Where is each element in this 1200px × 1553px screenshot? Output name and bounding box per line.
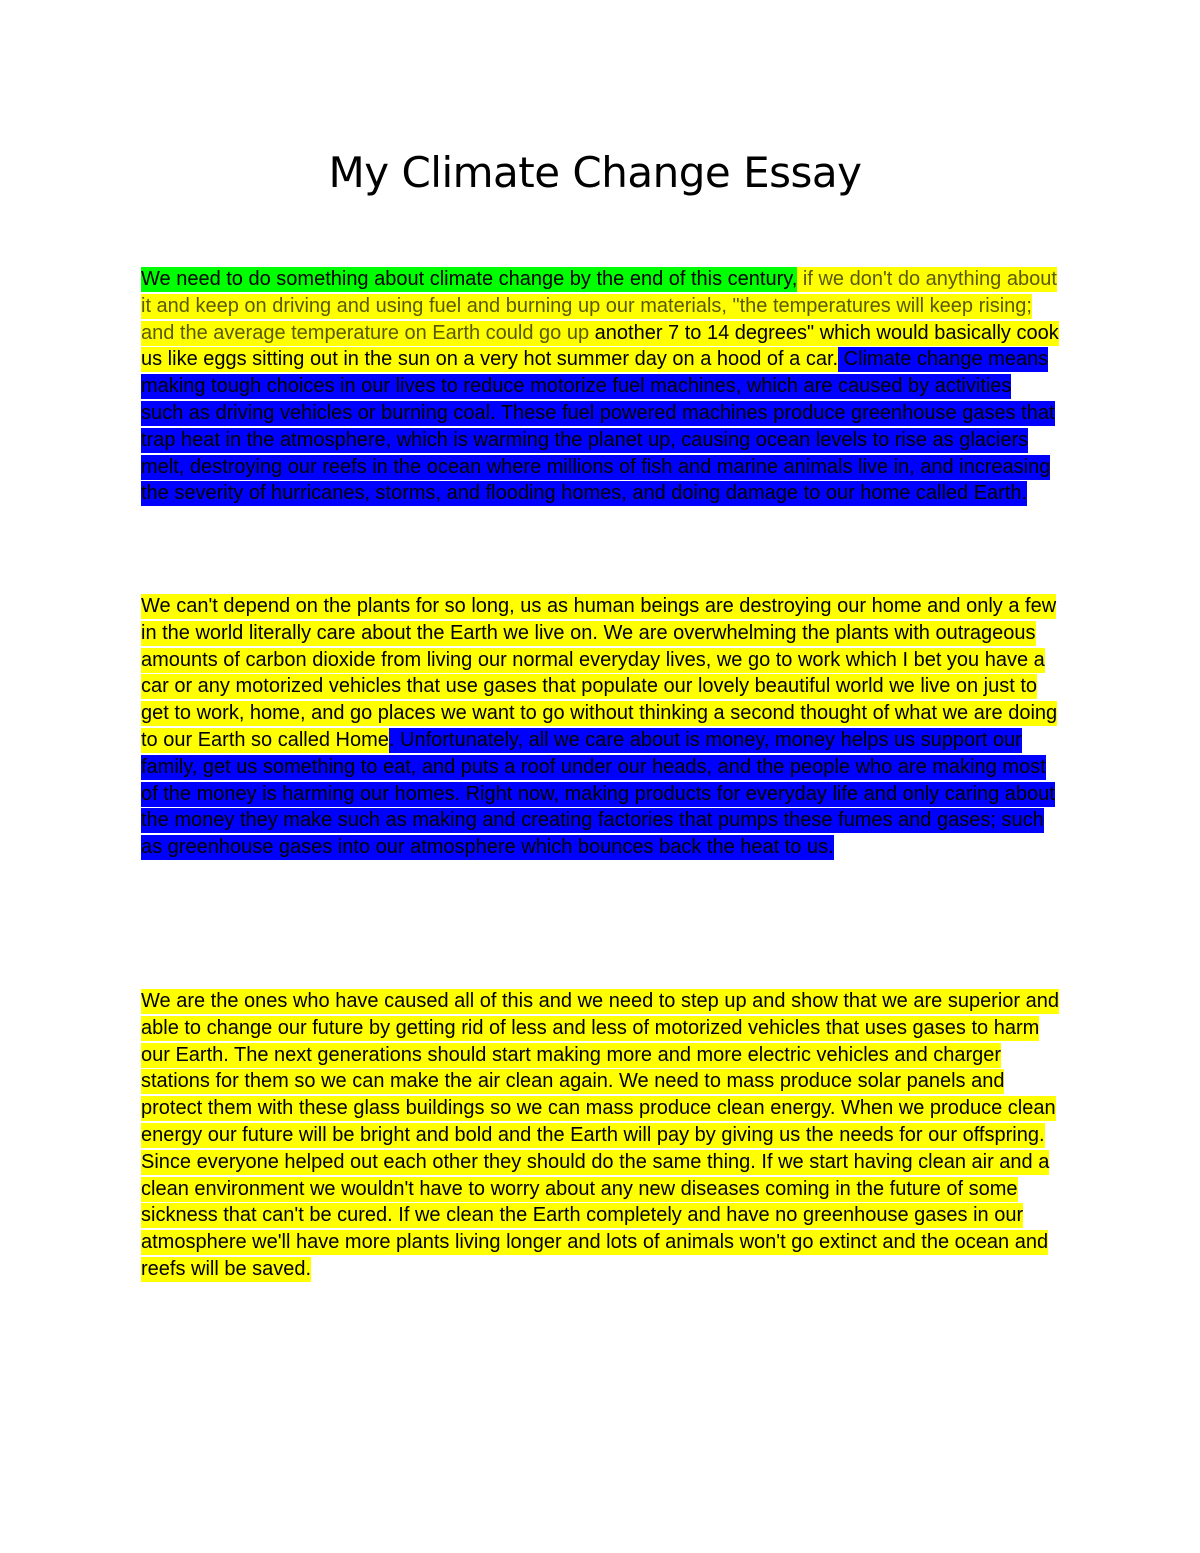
highlight-yellow-segment: another 7 to 14 degrees" which would basically cook us like eggs sitting out in the sun on a very hot summer day on a hood of a car. bbox=[141, 321, 1059, 371]
highlight-yellow-segment: We are the ones who have caused all of this and we need to step up and show that we are superior and able to change our future by getting rid of less and less of motorized vehicles that uses gases to harm our Earth. The next generations should start making more and more electric vehicles and charger stations for them so we can make the air clean again. We need to mass produce solar panels and protect them with these glass buildings so we can mass produce clean energy. When we produce clean energy our future will be bright and bold and the Earth will pay by giving us the needs for our offspring. Since everyone helped out each other they should do the same thing. If we start having clean air and a clean environment we wouldn't have to worry about any new diseases coming in the future of some sickness that can't be cured. If we clean the Earth completely and have no greenhouse gases in our atmosphere we'll have more plants living longer and lots of animals won't go extinct and the ocean and reefs will be saved. bbox=[141, 990, 1059, 1280]
page-title: My Climate Change Essay bbox=[328, 148, 862, 197]
paragraph-3 bbox=[141, 988, 1059, 1283]
highlight-yellow-segment: if we don't do anything about it and keep on driving and using fuel and burning up our materials, "the temperatures will keep rising; and the average temperature on Earth could go up bbox=[141, 268, 1057, 344]
highlight-yellow-segment: We can't depend on the plants for so long, us as human beings are destroying our home and only a few in the world literally care about the Earth we live on. We are overwhelming the plants with outrageous amounts of carbon dioxide from living our normal everyday lives, we go to work which I bet you have a car or any motorized vehicles that use gases that populate our lovely beautiful world we live on just to get to work, home, and go places we want to go without thinking a second thought of what we are doing to our Earth so called Home bbox=[141, 595, 1058, 751]
paragraph-2 bbox=[141, 593, 1059, 861]
highlight-green-segment: We need to do something about climate change by the end of this century, bbox=[141, 268, 798, 290]
highlight-blue-segment: Climate change means making tough choices in our lives to reduce motorize fuel machines, which are caused by activities such as driving vehicles or burning coal. These fuel powered machines produce greenhouse gases that trap heat in the atmosphere, which is warming the planet up, causing ocean levels to rise as glaciers melt, destroying our reefs in the ocean where millions of fish and marine animals live in, and increasing the severity of hurricanes, storms, and flooding homes, and doing damage to our home called Earth. bbox=[141, 348, 1055, 505]
highlight-blue-segment: . Unfortunately, all we care about is money, money helps us support our family, get us something to eat, and puts a roof under our heads, and the people who are making most of the money is harming our homes. Right now, making products for everyday life and only caring about the money they make such as making and creating factories that pumps these fumes and gases; such as greenhouse gases into our atmosphere which bounces back the heat to us. bbox=[141, 728, 1055, 859]
paragraph-1 bbox=[141, 266, 1059, 507]
